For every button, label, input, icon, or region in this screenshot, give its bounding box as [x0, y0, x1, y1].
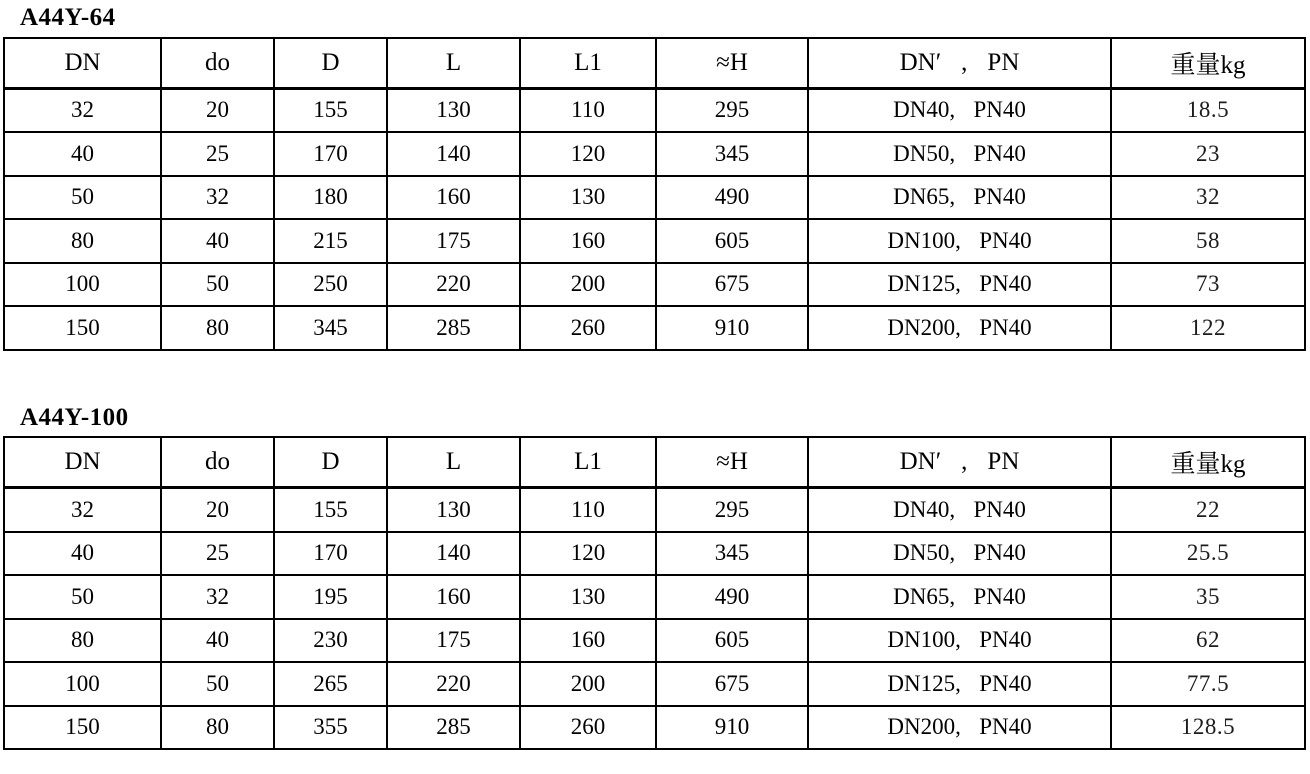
table-cell: 80: [4, 619, 161, 663]
table-row: [4, 88, 1305, 132]
spec-table-a44y-64: [3, 37, 1306, 351]
table-cell: 40: [4, 132, 161, 176]
table-row: [4, 132, 1305, 176]
table-cell: 175: [387, 619, 520, 663]
table-cell: 250: [274, 263, 387, 307]
table-cell: 120: [520, 532, 656, 576]
table-cell: 285: [387, 706, 520, 750]
table-cell: 285: [387, 306, 520, 350]
table-row: [4, 263, 1305, 307]
table-cell: 150: [4, 306, 161, 350]
table-cell: 50: [161, 263, 274, 307]
column-header-weight: 重量kg: [1111, 38, 1305, 89]
table-title: A44Y-100: [20, 403, 129, 431]
table-row: [4, 488, 1305, 532]
table-cell: 345: [274, 306, 387, 350]
table-cell: 200: [520, 662, 656, 706]
table-cell: 20: [161, 488, 274, 532]
table-cell: DN125, PN40: [808, 662, 1111, 706]
table-cell: 128.5: [1111, 706, 1305, 750]
table-cell: 32: [161, 176, 274, 220]
table-row: [4, 532, 1305, 576]
column-header-dn: DN: [4, 437, 161, 488]
column-header-d: D: [274, 437, 387, 488]
table-cell: 50: [4, 575, 161, 619]
table-cell: 130: [387, 88, 520, 132]
column-header-dn-pn: DN′ , PN: [808, 437, 1111, 488]
table-cell: 675: [656, 263, 808, 307]
table-cell: 130: [520, 575, 656, 619]
table-body: [4, 488, 1305, 750]
table-row: [4, 306, 1305, 350]
table-cell: 35: [1111, 575, 1305, 619]
table-cell: 73: [1111, 263, 1305, 307]
table-cell: 345: [656, 132, 808, 176]
table-cell: 40: [161, 219, 274, 263]
column-header-dn-pn: DN′ , PN: [808, 38, 1111, 89]
table-cell: 25.5: [1111, 532, 1305, 576]
table-cell: 155: [274, 488, 387, 532]
table-cell: 130: [520, 176, 656, 220]
table-cell: 605: [656, 219, 808, 263]
table-title: A44Y-64: [20, 4, 116, 31]
table-cell: 175: [387, 219, 520, 263]
column-header-l: L: [387, 38, 520, 89]
table-cell: 130: [387, 488, 520, 532]
table-cell: 195: [274, 575, 387, 619]
table-cell: 100: [4, 263, 161, 307]
table-cell: DN200, PN40: [808, 706, 1111, 750]
table-cell: DN50, PN40: [808, 532, 1111, 576]
table-cell: DN40, PN40: [808, 488, 1111, 532]
table-cell: 80: [4, 219, 161, 263]
table-cell: 200: [520, 263, 656, 307]
table-cell: 230: [274, 619, 387, 663]
table-cell: 58: [1111, 219, 1305, 263]
table-cell: 220: [387, 263, 520, 307]
column-header-l1: L1: [520, 38, 656, 89]
column-header-do: do: [161, 38, 274, 89]
table-section-a44y-64: [0, 0, 1310, 351]
table-row: [4, 662, 1305, 706]
table-cell: 50: [4, 176, 161, 220]
table-cell: 910: [656, 306, 808, 350]
column-header-h: ≈H: [656, 38, 808, 89]
table-cell: DN125, PN40: [808, 263, 1111, 307]
table-cell: 80: [161, 706, 274, 750]
table-row: [4, 575, 1305, 619]
table-cell: 18.5: [1111, 88, 1305, 132]
spec-table-a44y-100: [3, 436, 1306, 750]
table-cell: 345: [656, 532, 808, 576]
table-cell: DN65, PN40: [808, 575, 1111, 619]
table-row: [4, 176, 1305, 220]
table-cell: 155: [274, 88, 387, 132]
table-cell: 910: [656, 706, 808, 750]
table-cell: 110: [520, 88, 656, 132]
table-cell: 150: [4, 706, 161, 750]
table-cell: 22: [1111, 488, 1305, 532]
table-cell: 25: [161, 132, 274, 176]
table-cell: 23: [1111, 132, 1305, 176]
table-cell: 32: [1111, 176, 1305, 220]
table-cell: 77.5: [1111, 662, 1305, 706]
table-cell: 170: [274, 132, 387, 176]
table-cell: 295: [656, 488, 808, 532]
table-row: [4, 706, 1305, 750]
table-section-a44y-100: [0, 400, 1310, 751]
column-header-d: D: [274, 38, 387, 89]
table-cell: 140: [387, 132, 520, 176]
table-cell: 180: [274, 176, 387, 220]
table-cell: 160: [387, 176, 520, 220]
table-cell: 220: [387, 662, 520, 706]
column-header-weight: 重量kg: [1111, 437, 1305, 488]
table-cell: 605: [656, 619, 808, 663]
table-cell: 215: [274, 219, 387, 263]
header-row: [4, 437, 1305, 488]
table-cell: 62: [1111, 619, 1305, 663]
table-cell: 40: [4, 532, 161, 576]
table-cell: 20: [161, 88, 274, 132]
table-cell: 50: [161, 662, 274, 706]
table-cell: 260: [520, 306, 656, 350]
table-cell: 265: [274, 662, 387, 706]
header-row: [4, 38, 1305, 89]
column-header-l: L: [387, 437, 520, 488]
table-cell: 32: [161, 575, 274, 619]
table-cell: 160: [520, 219, 656, 263]
table-cell: 490: [656, 575, 808, 619]
table-cell: 25: [161, 532, 274, 576]
table-cell: DN40, PN40: [808, 88, 1111, 132]
table-cell: 100: [4, 662, 161, 706]
table-cell: 170: [274, 532, 387, 576]
table-cell: 110: [520, 488, 656, 532]
table-row: [4, 619, 1305, 663]
table-cell: 120: [520, 132, 656, 176]
table-cell: DN65, PN40: [808, 176, 1111, 220]
table-body: [4, 88, 1305, 350]
table-row: [4, 219, 1305, 263]
column-header-h: ≈H: [656, 437, 808, 488]
table-cell: 160: [520, 619, 656, 663]
table-cell: 355: [274, 706, 387, 750]
table-cell: 40: [161, 619, 274, 663]
table-cell: 32: [4, 488, 161, 532]
column-header-l1: L1: [520, 437, 656, 488]
table-cell: DN100, PN40: [808, 619, 1111, 663]
table-cell: DN200, PN40: [808, 306, 1111, 350]
table-cell: 80: [161, 306, 274, 350]
table-cell: 160: [387, 575, 520, 619]
table-cell: 32: [4, 88, 161, 132]
table-cell: DN50, PN40: [808, 132, 1111, 176]
table-cell: 490: [656, 176, 808, 220]
table-cell: 295: [656, 88, 808, 132]
column-header-dn: DN: [4, 38, 161, 89]
table-cell: 260: [520, 706, 656, 750]
table-cell: 675: [656, 662, 808, 706]
table-cell: 140: [387, 532, 520, 576]
table-cell: 122: [1111, 306, 1305, 350]
column-header-do: do: [161, 437, 274, 488]
table-cell: DN100, PN40: [808, 219, 1111, 263]
